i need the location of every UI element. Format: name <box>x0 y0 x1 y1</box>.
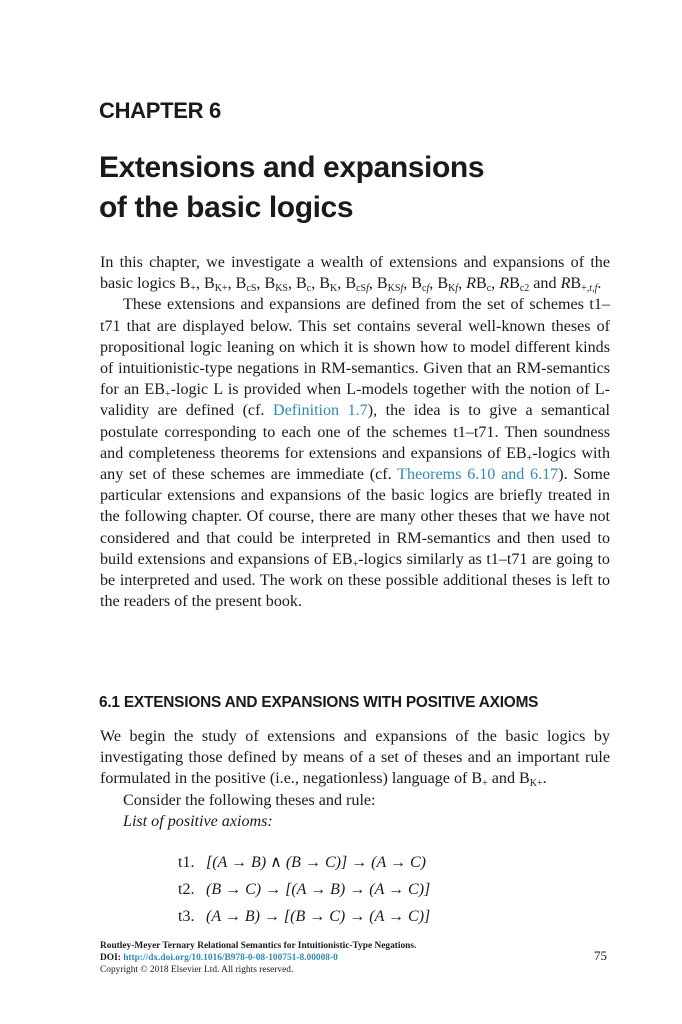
intro-p2-text-d: -logics with any set of these schemes are immediate (cf. <box>100 444 610 484</box>
axiom-formula: [(A → B) ∧ (B → C)] → (A → C) <box>206 854 426 871</box>
axiom-number: t1. <box>178 854 195 871</box>
axiom-row <box>178 849 430 876</box>
chapter-label: CHAPTER 6 <box>99 98 221 123</box>
intro-paragraph-2: These extensions and expansions are defined from the set of schemes t1–t71 that are displayed below. This set contains several well-known theses of propositional logic leaning on which it is shown how to model different kinds of intuitionistic-type negations in RM-semantics. Given that an RM-semantics for an $EB_+$-logic L is provided when L-models together with the notion of L-validity are defined (cf. Definition 1.7), the idea is to give a semantical postulate corresponding to each one of the schemes t1–t71. Then soundness and completeness theorems for extensions and expansions of $EB_+$-logics with any set of these schemes are immediate (cf. Theorems 6.10 and 6.17). Some particular extensions and expansions of the basic logics are briefly treated in the following chapter. Of course, there are many other theses that we have not considered and that could be interpreted in RM-semantics and then used to build extensions and expansions of $EB_+$-logics similarly as t1–t71 are going to be interpreted and used. The work on these possible additional theses is left to the readers of the present book. <box>100 296 610 611</box>
positive-axioms-caption-text: List of positive axioms: <box>123 812 273 830</box>
chapter-title <box>99 148 484 228</box>
intro-p1-text: In this chapter, we investigate a wealth of extensions and expansions of the basic logics B <box>100 254 610 293</box>
section-heading: 6.1 EXTENSIONS AND EXPANSIONS WITH POSITIVE AXIOMS <box>99 694 539 711</box>
footer-doi <box>100 952 416 964</box>
intro-p2-text-b: -logic L is provided when L-models together with the notion of L-validity are defined (cf. <box>100 381 610 420</box>
axiom-row <box>178 903 430 930</box>
footer-copyright: Copyright © 2018 Elsevier Ltd. All rights reserved. <box>100 965 294 975</box>
section-paragraph-1: We begin the study of extensions and expansions of the basic logics by investigating those defined by means of a set of theses and an important rule formulated in the positive (i.e., negationless) language of $B_+$ and $B_{K+}$. <box>100 728 610 790</box>
positive-axioms-caption <box>100 811 610 832</box>
axiom-list <box>178 849 430 930</box>
chapter-title-line-2: of the basic logics <box>99 191 354 224</box>
axiom-formula: (B → C) → [(A → B) → (A → C)] <box>206 881 431 898</box>
intro-p2-text-a: These extensions and expansions are defined from the set of schemes t1–t71 that are displayed below. This set contains several well-known theses of propositional logic leaning on which it is shown how to model different kinds of intuitionistic-type negations in RM-semantics. Given that an RM-semantics for an EB <box>100 296 610 399</box>
doi-link[interactable]: http://dx.doi.org/10.1016/B978-0-08-100751-8.00008-0 <box>123 953 338 963</box>
axiom-number: t3. <box>178 908 195 925</box>
section-p1-text-a: We begin the study of extensions and expansions of the basic logics by investigating those defined by means of a set of theses and an important rule formulated in the positive (i.e., negationless) language of B <box>100 728 610 788</box>
axiom-row <box>178 876 430 903</box>
section-text <box>100 726 610 832</box>
intro-p2-text-f: -logics similarly as t1–t71 are going to be interpreted and used. The work on these possible additional theses is left to the readers of the present book. <box>100 550 610 611</box>
intro-text <box>100 252 610 612</box>
intro-p2-text-c: ), the idea is to give a semantical postulate corresponding to each one of the schemes t1–t71. Then soundness and completeness theorems for extensions and expansions of EB <box>100 402 610 462</box>
chapter-title-line-1: Extensions and expansions <box>99 151 485 184</box>
intro-paragraph-1: In this chapter, we investigate a wealth of extensions and expansions of the basic logics $B_+$, $B_{K+}$, $B_{cS}$, $B_{KS}$, $B_c$, $B_K$, $B_{cSf}$, $B_{KSf}$, $B_{cf}$, $B_{Kf}$, $RB_c$, $RB_{c2}$ and $RB_{+,t,f}$. <box>100 254 610 295</box>
section-p1-text-b: and B <box>487 770 530 788</box>
definition-1-7-link[interactable]: Definition 1.7 <box>272 402 368 420</box>
theorems-6-10-6-17-link[interactable]: Theorems 6.10 and 6.17 <box>397 466 559 484</box>
page-number: 75 <box>594 948 607 963</box>
axiom-number: t2. <box>178 881 195 898</box>
footer-book-title: Routley-Meyer Ternary Relational Semantics for Intuitionistic-Type Negations. <box>100 941 417 951</box>
axiom-formula: (A → B) → [(B → C) → (A → C)] <box>206 908 431 925</box>
intro-p2-text-e: ). Some particular extensions and expansions of the basic logics are briefly treated in the following chapter. Of course, there are many other theses that we have not considered and that could be interpreted in RM-semantics and then used to build extensions and expansions of EB <box>100 466 610 568</box>
footer-doi-label: DOI: <box>100 953 124 963</box>
page-footer <box>100 940 416 976</box>
section-paragraph-2: Consider the following theses and rule: <box>123 791 376 809</box>
